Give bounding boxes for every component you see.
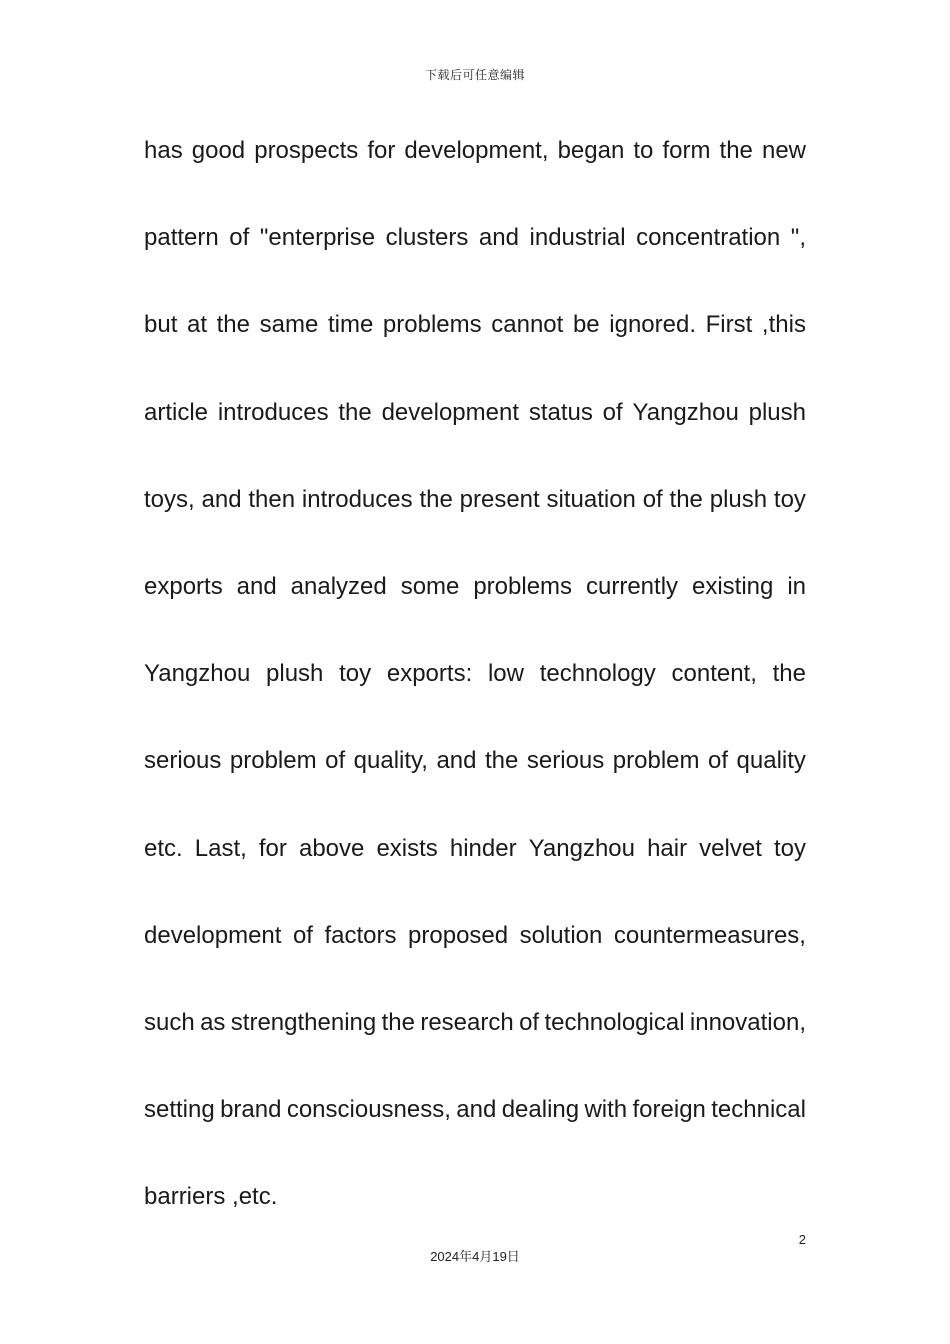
- word: some: [400, 572, 460, 600]
- word: the: [381, 1008, 415, 1036]
- word: of: [292, 921, 313, 949]
- word: existing: [691, 572, 774, 600]
- text-line: [144, 395, 806, 482]
- word: technology: [539, 660, 656, 688]
- text-line: [144, 133, 806, 220]
- text-line: [144, 569, 806, 656]
- word: "enterprise: [259, 224, 376, 252]
- text-line: [144, 743, 806, 830]
- word: Yangzhou: [144, 660, 251, 688]
- text-line: [144, 220, 806, 307]
- word: countermeasures,: [613, 921, 806, 949]
- word: brand: [220, 1096, 282, 1124]
- word: of: [642, 485, 663, 513]
- word: with: [584, 1096, 628, 1124]
- word: pattern: [144, 224, 219, 252]
- word: the: [485, 747, 519, 775]
- word: dealing: [501, 1096, 580, 1124]
- word: to: [633, 137, 654, 164]
- word: clusters: [385, 224, 469, 252]
- word: toys,: [144, 485, 195, 513]
- text-line: barriers ,etc.: [144, 1183, 278, 1211]
- body-paragraph: [144, 133, 806, 1266]
- word: development: [381, 398, 520, 426]
- word: as: [200, 1008, 226, 1036]
- word: toy: [339, 660, 372, 688]
- word: problem: [229, 747, 317, 775]
- word: velvet: [699, 834, 762, 862]
- word: exports:: [386, 660, 473, 688]
- word: status: [528, 398, 593, 426]
- word: the: [669, 485, 703, 513]
- word: and: [456, 1096, 497, 1124]
- word: at: [187, 311, 208, 339]
- word: and: [436, 747, 477, 775]
- footer-date: 2024年4月19日: [430, 1249, 520, 1264]
- word: ",: [790, 224, 806, 252]
- word: ignored.: [609, 311, 697, 339]
- word: of: [519, 1008, 540, 1036]
- word: industrial: [529, 224, 626, 252]
- word: First: [705, 311, 753, 339]
- word: plush: [709, 485, 768, 513]
- word: introduces: [217, 398, 329, 426]
- word: article: [144, 398, 209, 426]
- word: introduces: [301, 485, 413, 513]
- word: solution: [519, 921, 603, 949]
- word: for: [367, 137, 396, 164]
- word: the: [419, 485, 453, 513]
- word: consciousness,: [286, 1096, 451, 1124]
- text-line: [144, 918, 806, 1005]
- word: foreign: [632, 1096, 706, 1124]
- word: exports: [144, 572, 223, 600]
- word: such: [144, 1008, 195, 1036]
- text-line: [144, 1005, 806, 1092]
- word: began: [557, 137, 625, 164]
- word: in: [787, 572, 806, 600]
- text-line: [144, 656, 806, 743]
- word: setting: [144, 1096, 215, 1124]
- text-line: [144, 1092, 806, 1179]
- word: situation: [546, 485, 636, 513]
- word: development,: [404, 137, 549, 164]
- page-header: 下载后可任意编辑: [424, 68, 525, 82]
- word: serious: [144, 747, 222, 775]
- word: Yangzhou: [632, 398, 739, 426]
- word: the: [772, 660, 806, 688]
- word: analyzed: [290, 572, 387, 600]
- word: the: [338, 398, 372, 426]
- text-line: [144, 307, 806, 394]
- word: be: [572, 311, 600, 339]
- word: of: [708, 747, 729, 775]
- word: factors: [324, 921, 397, 949]
- page-number: 2: [798, 1232, 806, 1247]
- word: then: [248, 485, 296, 513]
- word: technological: [544, 1008, 685, 1036]
- word: technical: [711, 1096, 806, 1124]
- word: toy: [773, 834, 806, 862]
- word: of: [229, 224, 250, 252]
- word: hair: [647, 834, 688, 862]
- word: hinder: [449, 834, 517, 862]
- word: innovation,: [689, 1008, 806, 1036]
- word: problem: [612, 747, 700, 775]
- word: the: [216, 311, 251, 339]
- word: development: [144, 921, 282, 949]
- word: form: [662, 137, 711, 164]
- word: quality: [736, 747, 806, 775]
- word: concentration: [636, 224, 781, 252]
- word: and: [201, 485, 242, 513]
- word: plush: [266, 660, 324, 688]
- word: quality,: [353, 747, 428, 775]
- word: has: [144, 137, 183, 164]
- word: and: [236, 572, 277, 600]
- word: serious: [526, 747, 605, 775]
- word: but: [144, 311, 178, 339]
- word: research: [420, 1008, 514, 1036]
- word: for: [258, 834, 287, 862]
- word: present: [459, 485, 540, 513]
- word: and: [478, 224, 519, 252]
- word: time: [327, 311, 374, 339]
- word: of: [602, 398, 623, 426]
- word: Yangzhou: [528, 834, 635, 862]
- word: Last,: [194, 834, 247, 862]
- word: new: [761, 137, 806, 164]
- word: strengthening: [230, 1008, 377, 1036]
- word: above: [298, 834, 365, 862]
- word: plush: [748, 398, 806, 426]
- text-line: [144, 482, 806, 569]
- word: of: [325, 747, 346, 775]
- word: proposed: [408, 921, 509, 949]
- word: etc.: [144, 834, 183, 862]
- text-line: [144, 831, 806, 918]
- word: content,: [671, 660, 757, 688]
- word: same: [259, 311, 319, 339]
- word: toy: [773, 485, 806, 513]
- word: good: [191, 137, 246, 164]
- word: low: [487, 660, 524, 688]
- word: the: [719, 137, 753, 164]
- word: currently: [586, 572, 679, 600]
- word: problems: [382, 311, 482, 339]
- word: problems: [473, 572, 573, 600]
- word: prospects: [254, 137, 359, 164]
- word: cannot: [491, 311, 564, 339]
- word: ,this: [761, 311, 806, 339]
- word: exists: [376, 834, 438, 862]
